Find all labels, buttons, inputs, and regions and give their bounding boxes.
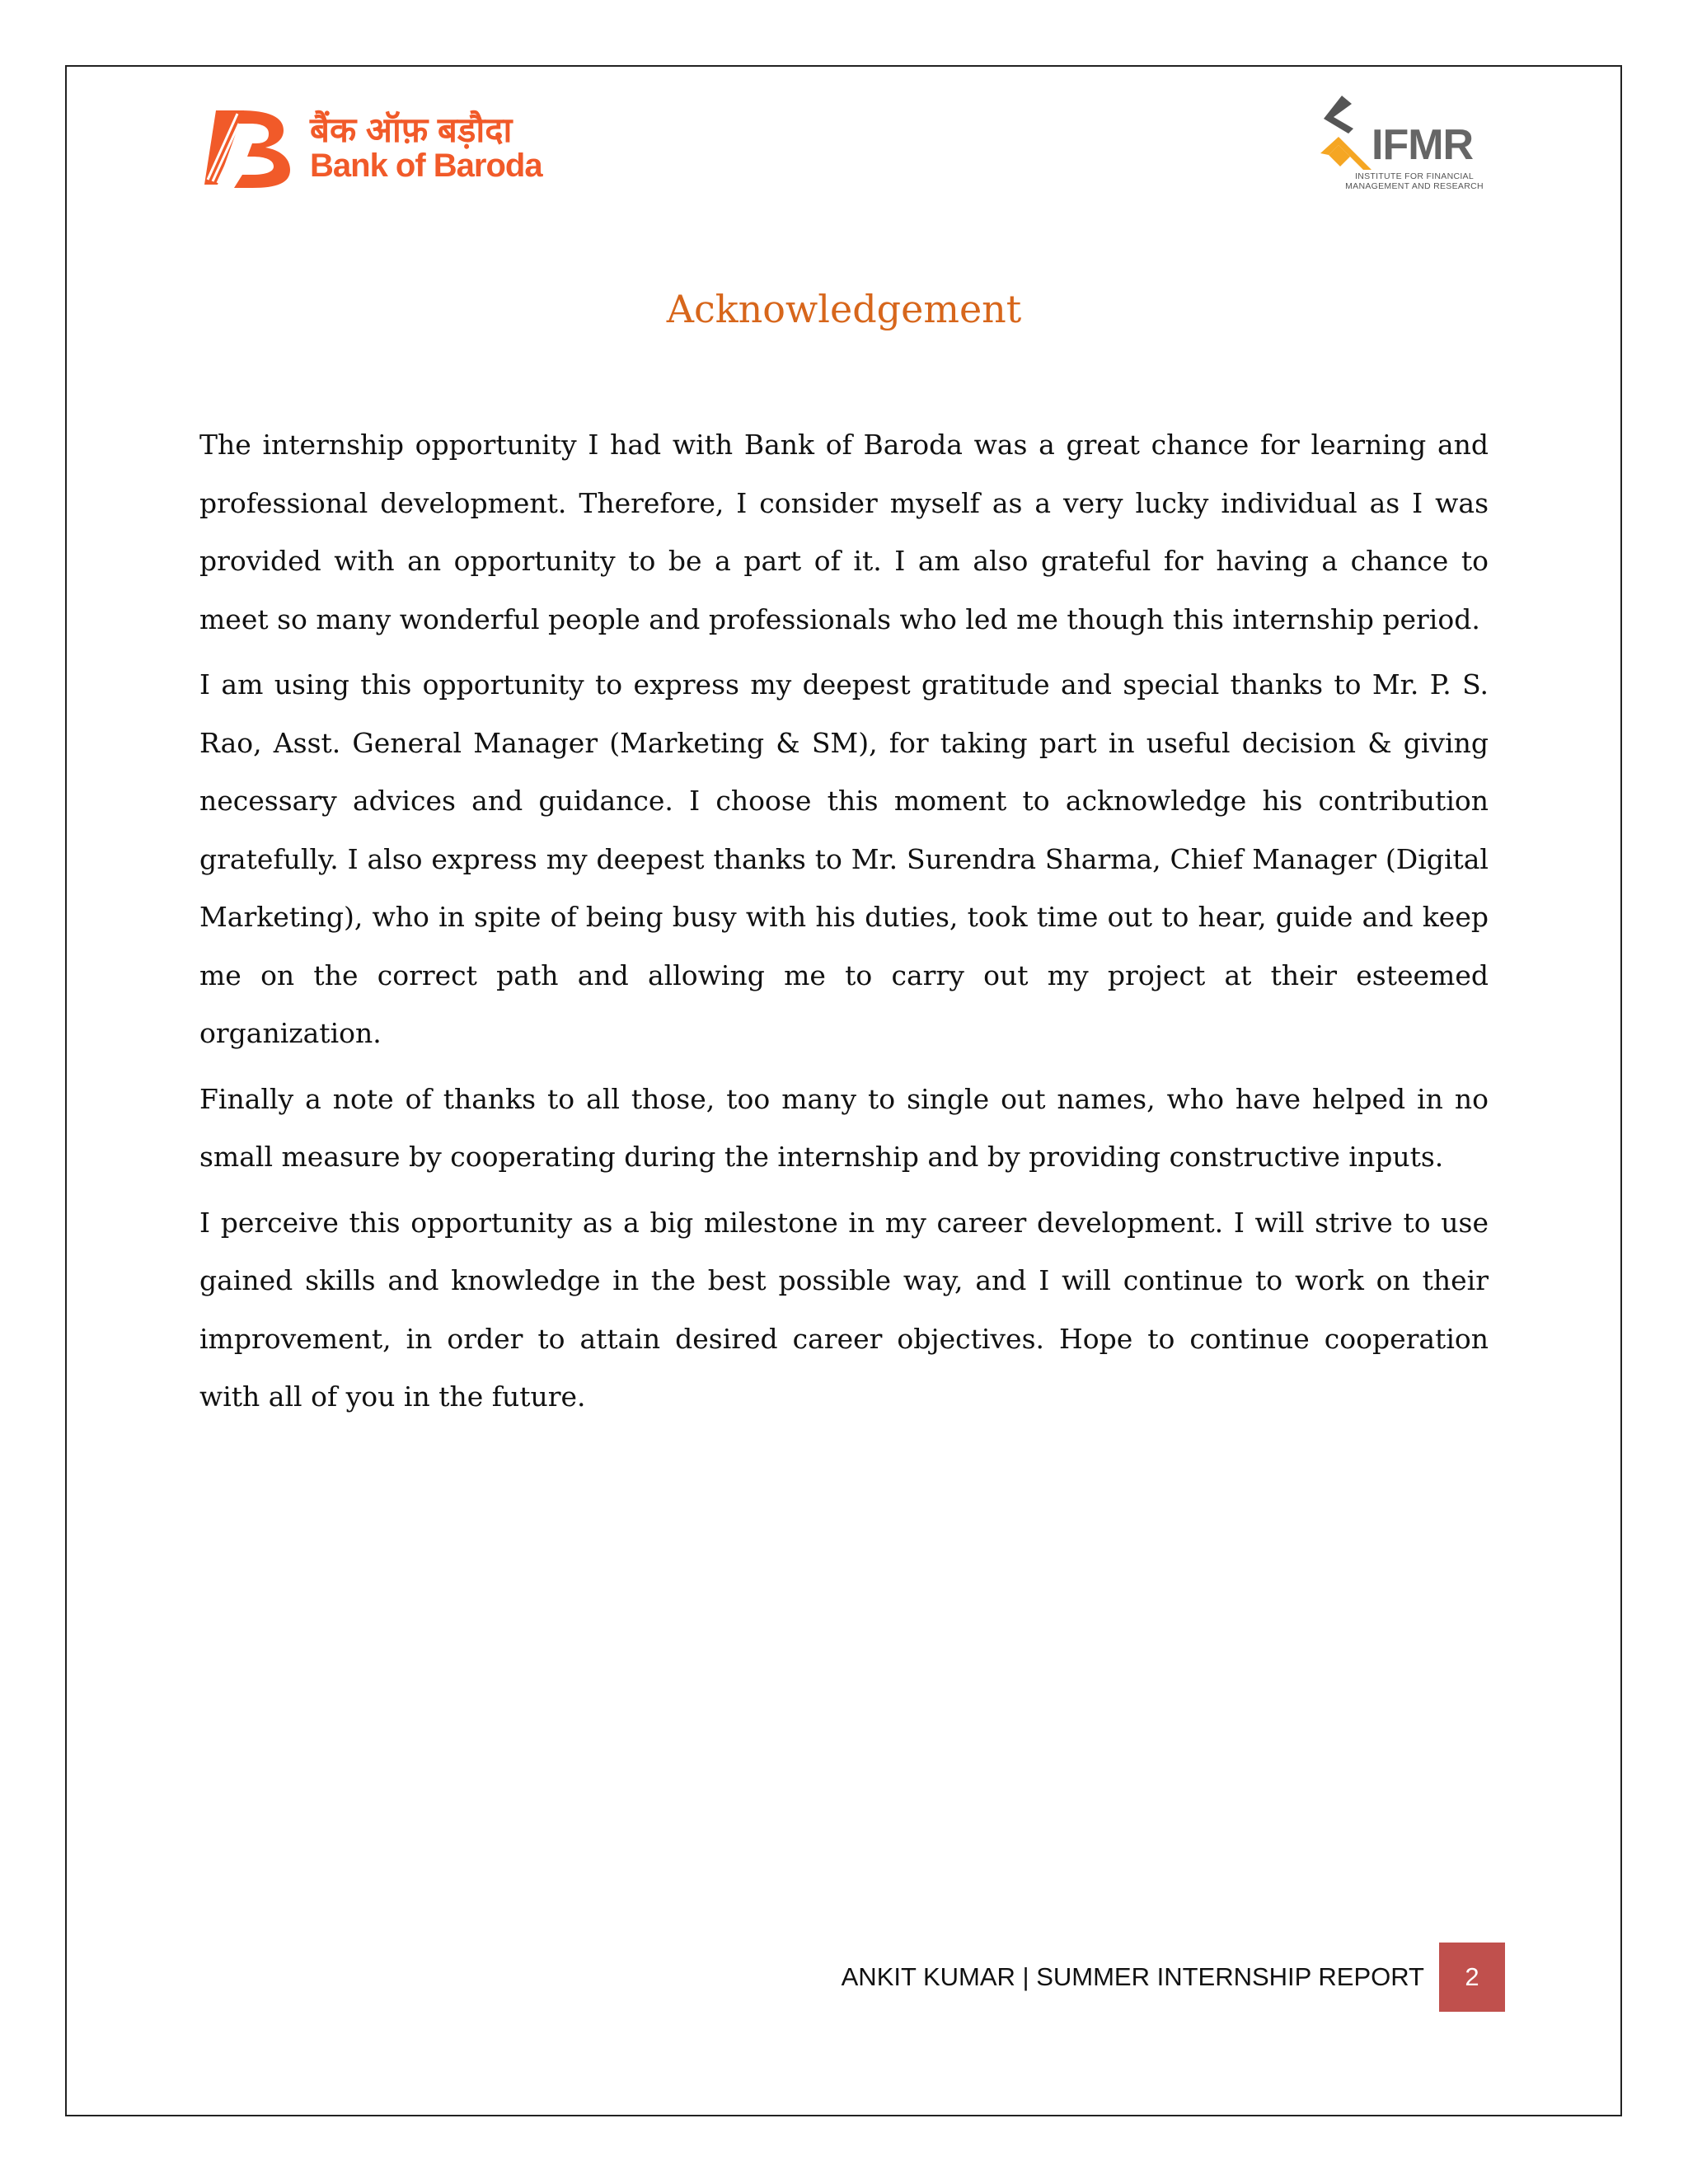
ifmr-wordmark: IFMR: [1372, 121, 1474, 169]
page-number: 2: [1439, 1943, 1505, 2012]
paragraph: Finally a note of thanks to all those, too many to single out names, who have helped in no small measure by cooperating during the internship and by providing constructive inputs.: [199, 1082, 1489, 1173]
paragraph: The internship opportunity I had with Bank of Baroda was a great chance for learning and professional development. Therefore, I consider myself as a very lucky individual as I was provided with an opportunity to be a part of it. I am also grateful for having a chance to meet so many wonderful people and professionals who led me though this internship period.: [199, 429, 1489, 635]
footer-title: ANKIT KUMAR | SUMMER INTERNSHIP REPORT: [841, 1962, 1424, 1991]
page-footer: [842, 1943, 1505, 2012]
bank-of-baroda-wordmark: [310, 112, 542, 183]
bank-name-hindi: बैंक ऑफ़ बड़ौदा: [310, 110, 513, 149]
acknowledgement-body: [199, 416, 1489, 1434]
bank-name-english: Bank of Baroda: [310, 148, 542, 185]
paragraph: I am using this opportunity to express my deepest gratitude and special thanks to Mr. P. S. Rao, Asst. General Manager (Marketing & SM), for taking part in useful decision & giving necessary advices and guidance. I choose this moment to acknowledge his contribution gratefully. I also express my deepest thanks to Mr. Surendra Sharma, Chief Manager (Digital Marketing), who in spite of being busy with his duties, took time out to hear, guide and keep me on the correct path and allowing me to carry out my project at their esteemed organization.: [199, 668, 1489, 1049]
page-title: Acknowledgement: [666, 287, 1022, 331]
bank-of-baroda-logo-icon: [201, 105, 300, 190]
ifmr-tagline: INSTITUTE FOR FINANCIAL MANAGEMENT AND RESEARCH: [1345, 171, 1484, 192]
ifmr-logo: [1317, 96, 1490, 196]
bank-of-baroda-logo: [201, 104, 542, 191]
paragraph: I perceive this opportunity as a big milestone in my career development. I will strive to use gained skills and knowledge in the best possible way, and I will continue to work on their improvement, in order to attain desired career objectives. Hope to continue cooperation with all of you in the future.: [199, 1206, 1489, 1413]
